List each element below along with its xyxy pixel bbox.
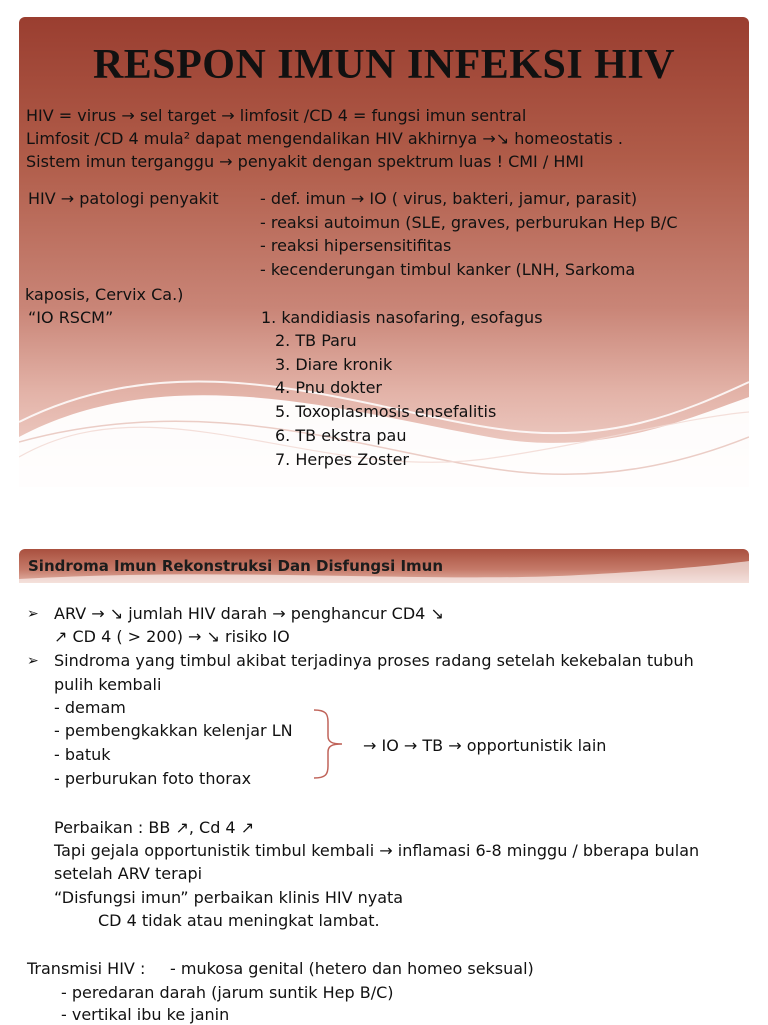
bullet-2-line-1: Sindroma yang timbul akibat terjadinya proses radang setelah kekebalan tubuh xyxy=(54,651,694,670)
io-item: 6. TB ekstra pau xyxy=(275,426,407,445)
slide-1 xyxy=(19,17,749,487)
symptom-item: - perburukan foto thorax xyxy=(54,769,252,788)
patologi-item: - def. imun → IO ( virus, bakteri, jamur, parasit) xyxy=(260,189,638,208)
slide-2-header xyxy=(19,549,749,583)
bullet-1-line-2: ↗ CD 4 ( > 200) → ↘ risiko IO xyxy=(54,627,290,646)
disfungsi-line-1: “Disfungsi imun” perbaikan klinis HIV nyata xyxy=(54,888,404,907)
tapi-line-2: setelah ARV terapi xyxy=(54,864,203,883)
transmisi-item: - vertikal ibu ke janin xyxy=(61,1005,230,1024)
tapi-line-1: Tapi gejala opportunistik timbul kembali → inflamasi 6-8 minggu / bberapa bulan xyxy=(54,841,700,860)
transmisi-item: - mukosa genital (hetero dan homeo seksual) xyxy=(170,959,534,978)
patologi-item: - kecenderungan timbul kanker (LNH, Sarkoma xyxy=(260,260,636,279)
bullet-2-line-2: pulih kembali xyxy=(54,675,162,694)
transmisi-label: Transmisi HIV : xyxy=(27,959,146,978)
bullet-arrow-icon: ➢ xyxy=(27,606,39,622)
bullet-1-line-1: ARV → ↘ jumlah HIV darah → penghancur CD4 ↘ xyxy=(54,604,444,623)
transmisi-item: - peredaran darah (jarum suntik Hep B/C) xyxy=(61,983,394,1002)
intro-line: HIV = virus → sel target → limfosit /CD 4 = fungsi imun sentral xyxy=(26,106,527,125)
intro-line: Limfosit /CD 4 mula² dapat mengendalikan HIV akhirnya →↘ homeostatis . xyxy=(26,129,623,148)
io-label: “IO RSCM” xyxy=(28,308,114,327)
perbaikan-line: Perbaikan : BB ↗, Cd 4 ↗ xyxy=(54,818,255,837)
patologi-label: HIV → patologi penyakit xyxy=(28,189,219,208)
io-item: 1. kandidiasis nasofaring, esofagus xyxy=(261,308,543,327)
io-item: 2. TB Paru xyxy=(275,331,357,350)
patologi-item: - reaksi hipersensitifitas xyxy=(260,236,452,255)
symptom-item: - batuk xyxy=(54,745,111,764)
intro-line: Sistem imun terganggu → penyakit dengan spektrum luas ! CMI / HMI xyxy=(26,152,584,171)
curly-brace xyxy=(312,708,352,780)
io-item: 4. Pnu dokter xyxy=(275,378,382,397)
patologi-continuation: kaposis, Cervix Ca.) xyxy=(25,285,184,304)
io-item: 5. Toxoplasmosis ensefalitis xyxy=(275,402,497,421)
symptom-item: - pembengkakkan kelenjar LN xyxy=(54,721,293,740)
slide-title: RESPON IMUN INFEKSI HIV xyxy=(92,42,676,88)
slide-2-title: Sindroma Imun Rekonstruksi Dan Disfungsi Imun xyxy=(28,557,444,575)
patologi-item: - reaksi autoimun (SLE, graves, perburukan Hep B/C xyxy=(260,213,678,232)
disfungsi-line-2: CD 4 tidak atau meningkat lambat. xyxy=(98,911,380,930)
symptom-item: - demam xyxy=(54,698,126,717)
io-item: 3. Diare kronik xyxy=(275,355,393,374)
bullet-arrow-icon: ➢ xyxy=(27,653,39,669)
io-item: 7. Herpes Zoster xyxy=(275,450,410,469)
symptom-result: → IO → TB → opportunistik lain xyxy=(363,736,607,755)
